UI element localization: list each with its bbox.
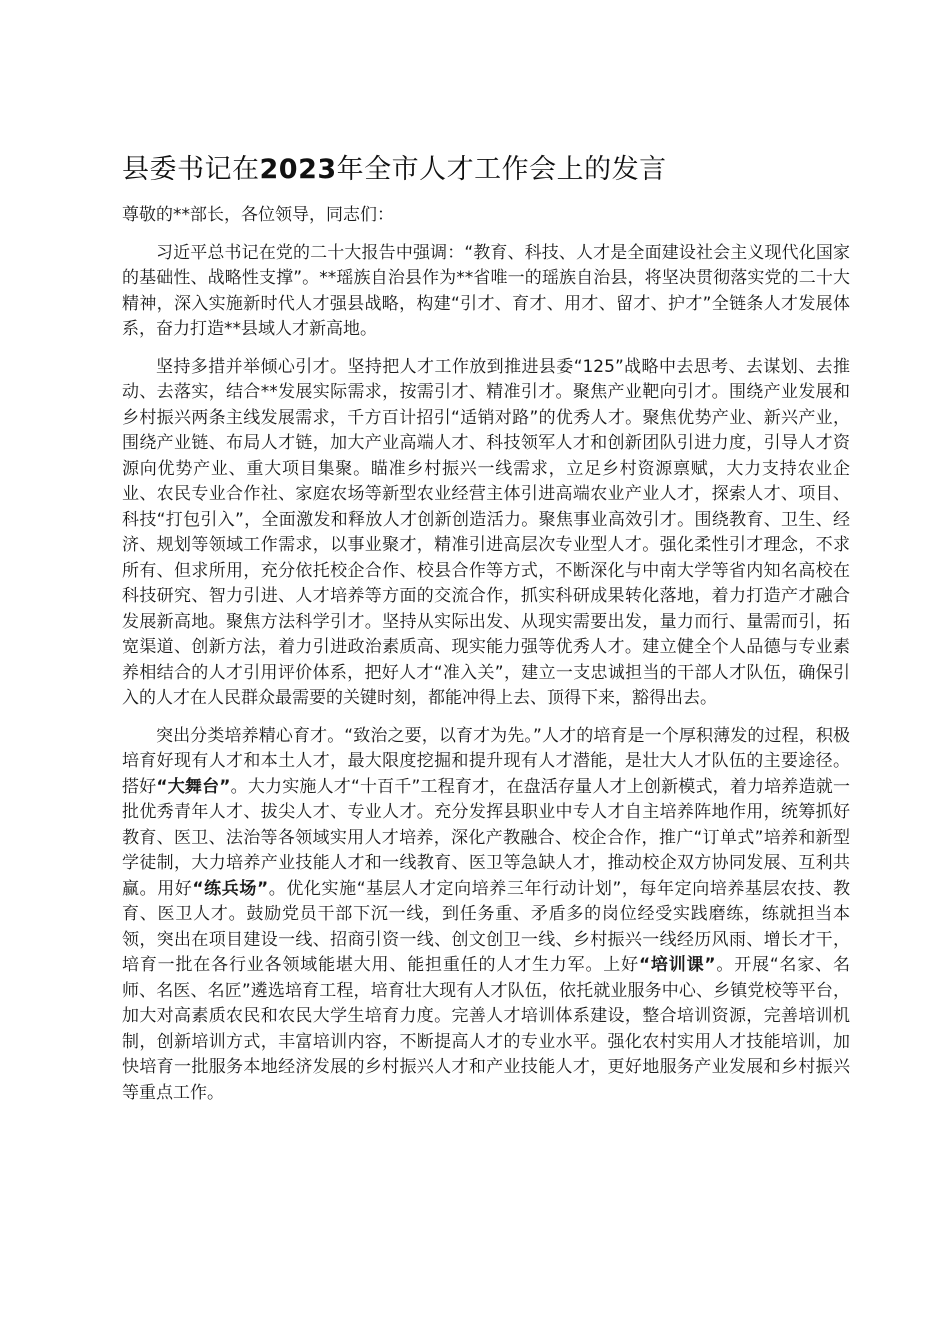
- paragraph-3-part-e: 。开展“名家、名师、名医、名匠”遴选培育工程，培育壮大现有人才队伍，依托就业服务中心、乡镇党校等平台，加大对高素质农民和农民大学生培育力度。完善人才培训体系建设，整合培训资源，完善培训机制，创新培训方式，丰富培训内容，不断提高人才的专业水平。强化农村实用人才技能培训，加快培育一批服务本地经济发展的乡村振兴人才和产业技能人才，更好地服务产业发展和乡村振兴等重点工作。: [122, 955, 851, 1103]
- title-year: 2023: [259, 154, 337, 185]
- title-prefix: 县委书记在: [122, 154, 260, 185]
- keyword-big-stage: “大舞台”: [156, 776, 231, 797]
- greeting: 尊敬的**部长，各位领导，同志们：: [122, 205, 394, 225]
- title-suffix: 年全市人才工作会上的发言: [336, 154, 667, 185]
- paragraph-1: 习近平总书记在党的二十大报告中强调：“教育、科技、人才是全面建设社会主义现代化国家的基础性、战略性支撑”。**瑶族自治县作为**省唯一的瑶族自治县，将坚决贯彻落实党的二十大精神，深入实施新时代人才强县战略，构建“引才、育才、用才、留才、护才”全链条人才发展体系，奋力打造**县域人才新高地。: [122, 242, 850, 339]
- keyword-training-ground: “练兵场”: [192, 878, 269, 899]
- paragraph-2: 坚持多措并举倾心引才。坚持把人才工作放到推进县委“125”战略中去思考、去谋划、去推动、去落实，结合**发展实际需求，按需引才、精准引才。聚焦产业靶向引才。围绕产业发展和乡村振兴两条主线发展需求，千方百计招引“适销对路”的优秀人才。聚焦优势产业、新兴产业，围绕产业链、布局人才链，加大产业高端人才、科技领军人才和创新团队引进力度，引导人才资源向优势产业、重大项目集聚。瞄准乡村振兴一线需求，立足乡村资源禀赋，大力支持农业企业、农民专业合作社、家庭农场等新型农业经营主体引进高端农业产业人才，探索人才、项目、科技“打包引入”，全面激发和释放人才创新创造活力。聚焦事业高效引才。围绕教育、卫生、经济、规划等领域工作需求，以事业聚才，精准引进高层次专业型人才。强化柔性引才理念，不求所有、但求所用，充分依托校企合作、校县合作等方式，不断深化与中南大学等省内知名高校在科技研究、智力引进、人才培养等方面的交流合作，抓实科研成果转化落地，着力打造产才融合发展新高地。聚焦方法科学引才。坚持从实际出发、从现实需要出发，量力而行、量需而引，拓宽渠道、创新方法，着力引进政治素质高、现实能力强等优秀人才。建立健全个人品德与专业素养相结合的人才引用评价体系，把好人才“准入关”，建立一支忠诚担当的干部人才队伍，确保引入的人才在人民群众最需要的关键时刻，都能冲得上去、顶得下来，豁得出去。: [122, 356, 850, 708]
- paragraph-3-part-a: 突出分类培养精心育才。“致治之要，以育才为先。”人才的培育是一个厚积薄发的过程，积极培育好现有人才和本土人才，最大限度挖掘和提升现有人才潜能，是壮大人才队伍的主要途径。搭好: [122, 725, 850, 797]
- document-title: [122, 150, 850, 190]
- paragraph-3: [122, 724, 850, 1107]
- document-page: [122, 150, 850, 1106]
- keyword-training-course: “培训课”: [638, 955, 716, 975]
- paragraph-3-part-d: 。优化实施“基层人才定向培养三年行动计划”，每年定向培养基层农技、教育、医卫人才。鼓励党员干部下沉一线，到任务重、矛盾多的岗位经受实践磨练，练就担当本领，突出在项目建设一线、招商引资一线、创文创卫一线、乡村振兴一线经历风雨、增长才干，培育一批在各行业各领域能堪大用、能担重任的人才生力军。上好: [122, 878, 850, 975]
- paragraph-3-part-c: 。大力实施人才“十百千”工程育才，在盘活存量人才上创新模式，着力培养造就一批优秀青年人才、拔尖人才、专业人才。充分发挥县职业中专人才自主培养阵地作用，统筹抓好教育、医卫、法治等各领域实用人才培养，深化产教融合、校企合作，推广“订单式”培养和新型学徒制，大力培养产业技能人才和一线教育、医卫等急缺人才，推动校企双方协同发展、互利共赢。用好: [122, 776, 850, 899]
